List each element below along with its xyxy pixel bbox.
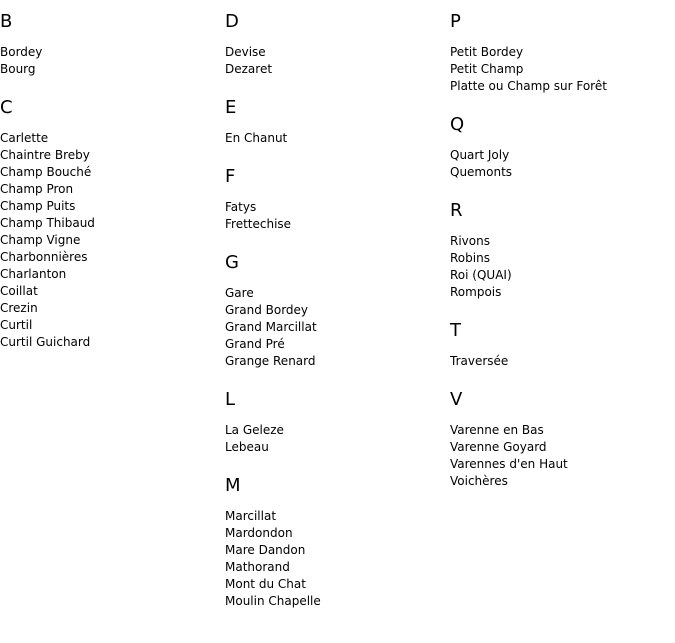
letter-group xyxy=(0,97,220,351)
place-link[interactable]: Curtil xyxy=(0,318,33,332)
place-list xyxy=(450,233,670,301)
letter-group xyxy=(450,11,670,95)
place-link[interactable]: Robins xyxy=(450,251,490,265)
place-link[interactable]: Carlette xyxy=(0,131,49,145)
place-link[interactable]: Bourg xyxy=(0,62,36,76)
letter-group xyxy=(225,11,445,78)
group-letter-heading: C xyxy=(0,97,13,118)
place-link[interactable]: Traversée xyxy=(450,354,509,368)
group-letter-heading: E xyxy=(225,97,237,118)
place-link[interactable]: Moulin Chapelle xyxy=(225,594,321,608)
index-column-2 xyxy=(225,11,445,629)
place-link[interactable]: Grange Renard xyxy=(225,354,316,368)
group-letter-heading: D xyxy=(225,11,239,32)
letter-group xyxy=(450,114,670,181)
place-link[interactable]: Champ Thibaud xyxy=(0,216,95,230)
place-link[interactable]: Mathorand xyxy=(225,560,290,574)
place-link[interactable]: Champ Puits xyxy=(0,199,76,213)
group-letter-heading: Q xyxy=(450,114,465,135)
letter-group xyxy=(450,320,670,370)
place-list xyxy=(225,44,445,78)
letter-group xyxy=(225,389,445,456)
letter-group xyxy=(450,200,670,301)
place-list xyxy=(225,199,445,233)
place-link[interactable]: Crezin xyxy=(0,301,38,315)
place-link[interactable]: La Geleze xyxy=(225,423,284,437)
group-letter-heading: G xyxy=(225,252,239,273)
place-list xyxy=(0,44,220,78)
place-link[interactable]: Fatys xyxy=(225,200,257,214)
place-link[interactable]: Mare Dandon xyxy=(225,543,306,557)
place-link[interactable]: Grand Pré xyxy=(225,337,285,351)
place-list xyxy=(450,44,670,95)
letter-group xyxy=(225,252,445,370)
place-link[interactable]: Charlanton xyxy=(0,267,67,281)
letter-group xyxy=(450,389,670,490)
place-list xyxy=(0,130,220,351)
group-letter-heading: R xyxy=(450,200,463,221)
place-link[interactable]: Varennes d'en Haut xyxy=(450,457,568,471)
place-link[interactable]: Chaintre Breby xyxy=(0,148,90,162)
group-letter-heading: F xyxy=(225,166,236,187)
letter-group xyxy=(225,97,445,147)
letter-group xyxy=(225,475,445,610)
letter-group xyxy=(225,166,445,233)
place-link[interactable]: Charbonnières xyxy=(0,250,88,264)
place-list xyxy=(225,285,445,370)
group-letter-heading: T xyxy=(450,320,461,341)
place-list xyxy=(450,422,670,490)
place-link[interactable]: Champ Pron xyxy=(0,182,74,196)
place-link[interactable]: Bordey xyxy=(0,45,43,59)
place-list xyxy=(225,508,445,610)
letter-group xyxy=(0,11,220,78)
group-letter-heading: B xyxy=(0,11,13,32)
place-link[interactable]: Mont du Chat xyxy=(225,577,306,591)
place-link[interactable]: Curtil Guichard xyxy=(0,335,91,349)
place-link[interactable]: Champ Vigne xyxy=(0,233,81,247)
place-link[interactable]: Dezaret xyxy=(225,62,273,76)
place-link[interactable]: Devise xyxy=(225,45,266,59)
index-column-1 xyxy=(0,11,220,370)
place-link[interactable]: Rivons xyxy=(450,234,490,248)
place-link[interactable]: En Chanut xyxy=(225,131,288,145)
place-list xyxy=(450,353,670,370)
place-list xyxy=(225,130,445,147)
group-letter-heading: M xyxy=(225,475,241,496)
place-list xyxy=(225,422,445,456)
place-link[interactable]: Petit Champ xyxy=(450,62,524,76)
place-link[interactable]: Voichères xyxy=(450,474,508,488)
place-link[interactable]: Mardondon xyxy=(225,526,293,540)
place-link[interactable]: Rompois xyxy=(450,285,502,299)
place-link[interactable]: Quemonts xyxy=(450,165,513,179)
group-letter-heading: L xyxy=(225,389,236,410)
place-list xyxy=(450,147,670,181)
place-link[interactable]: Coillat xyxy=(0,284,38,298)
place-link[interactable]: Quart Joly xyxy=(450,148,510,162)
group-letter-heading: P xyxy=(450,11,461,32)
index-column-3 xyxy=(450,11,670,509)
place-link[interactable]: Marcillat xyxy=(225,509,277,523)
place-link[interactable]: Lebeau xyxy=(225,440,269,454)
place-link[interactable]: Gare xyxy=(225,286,254,300)
place-link[interactable]: Varenne Goyard xyxy=(450,440,547,454)
place-link[interactable]: Frettechise xyxy=(225,217,292,231)
place-link[interactable]: Grand Bordey xyxy=(225,303,309,317)
place-link[interactable]: Champ Bouché xyxy=(0,165,92,179)
place-link[interactable]: Platte ou Champ sur Forêt xyxy=(450,79,607,93)
place-link[interactable]: Petit Bordey xyxy=(450,45,524,59)
place-link[interactable]: Grand Marcillat xyxy=(225,320,317,334)
group-letter-heading: V xyxy=(450,389,463,410)
place-link[interactable]: Varenne en Bas xyxy=(450,423,544,437)
place-link[interactable]: Roi (QUAI) xyxy=(450,268,512,282)
